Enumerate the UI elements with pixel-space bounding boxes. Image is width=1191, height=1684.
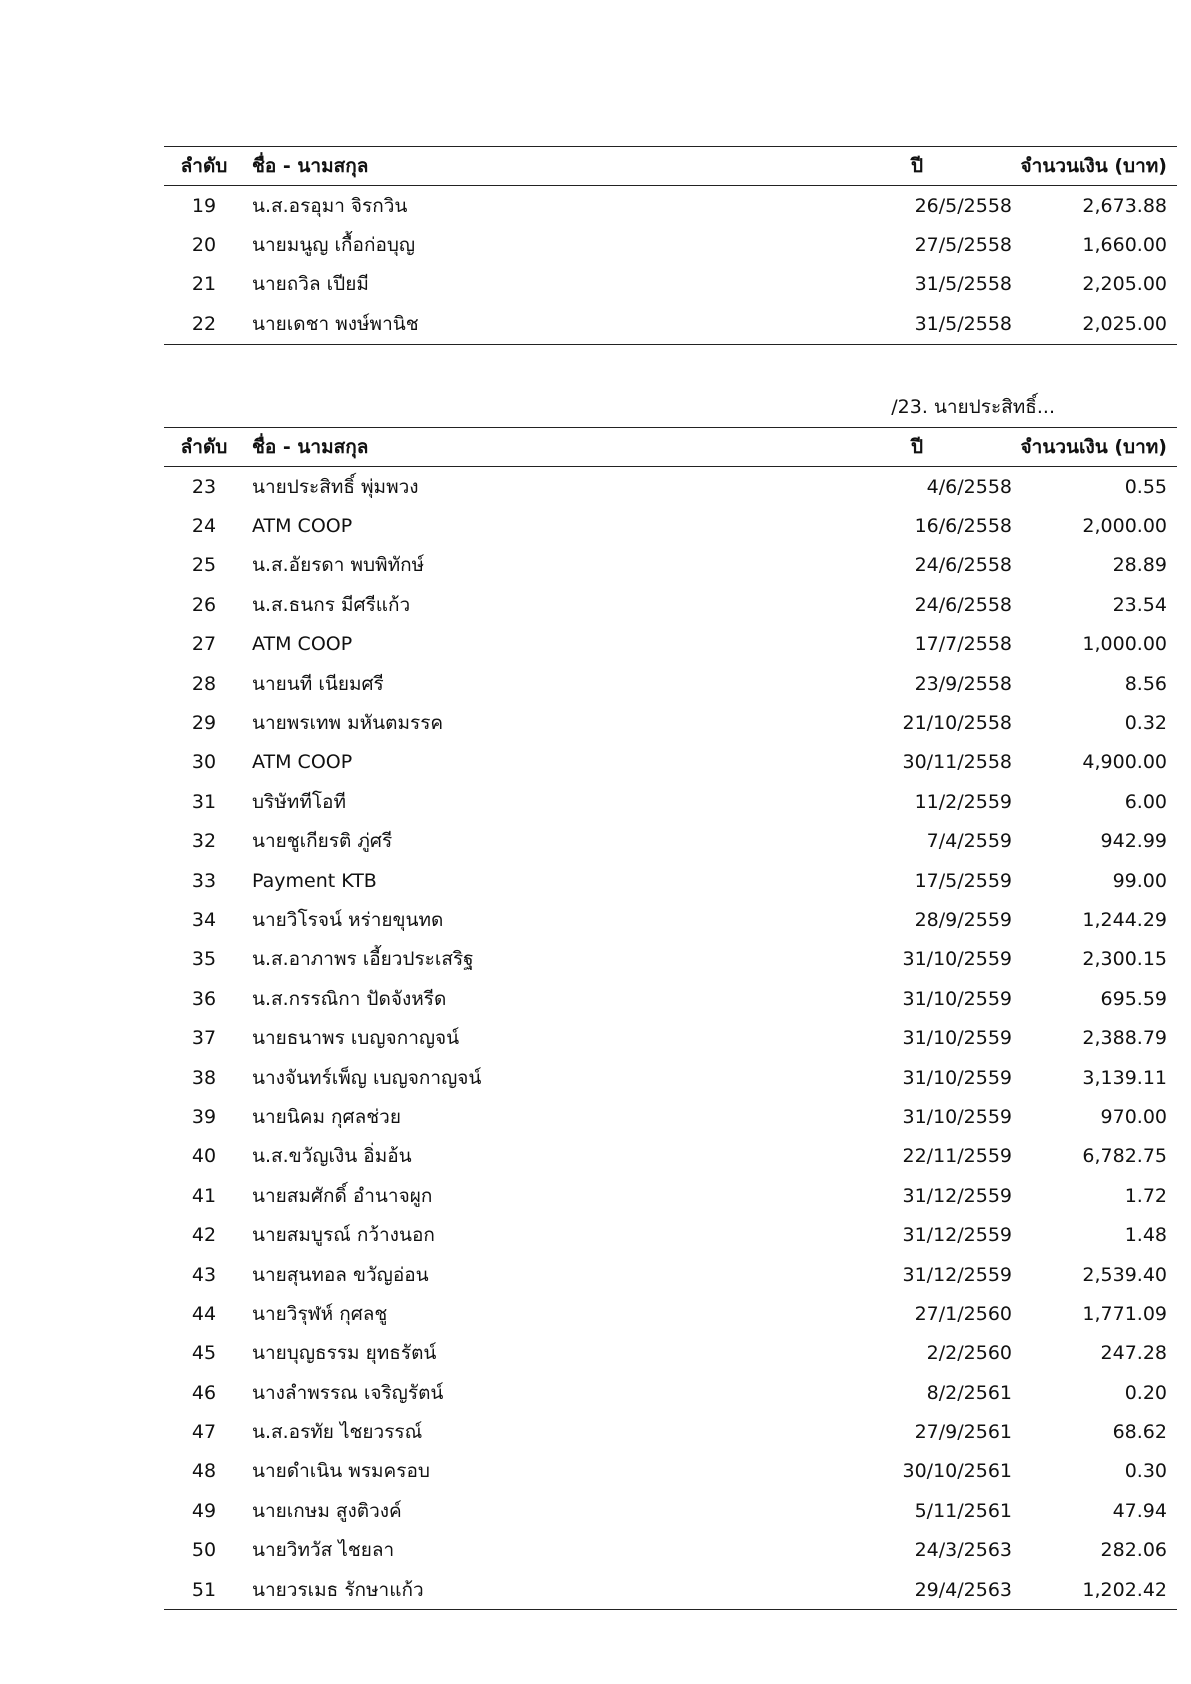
cell-amount: 1.48 [1124,1224,1167,1247]
cell-name: นางจันทร์เพ็ญ เบญจกาญจน์ [252,1066,482,1089]
cell-no: 45 [191,1342,217,1365]
table-row [164,900,1177,939]
cell-name: นายสุนทอล ขวัญอ่อน [252,1263,429,1286]
cell-year: 31/10/2559 [902,1027,1012,1050]
table-row [164,1097,1177,1136]
cell-no: 28 [191,672,217,695]
cell-no: 41 [191,1184,217,1207]
cell-name: นายวรเมธ รักษาแก้ว [244,1570,702,1610]
cell-amount: 2,025.00 [1012,304,1177,344]
cell-year: 23/9/2558 [914,672,1012,695]
cell-year: 17/5/2559 [914,869,1012,892]
cell-amount: 8.56 [1124,672,1167,695]
cell-name: นายสมบูรณ์ กว้างนอก [252,1224,435,1247]
cell-year: 27/5/2558 [914,234,1012,257]
header-year: ปี [702,428,1012,467]
cell-year: 2/2/2560 [926,1342,1012,1365]
header-amount: จำนวนเงิน (บาท) [1012,147,1177,186]
cell-year: 16/6/2558 [914,515,1012,538]
cell-amount: 6,782.75 [1082,1145,1167,1168]
cell-year: 31/10/2559 [902,1066,1012,1089]
header-no: ลำดับ [164,428,244,467]
cell-no: 31 [191,790,217,813]
records-table-2 [164,427,1177,1610]
cell-year: 5/11/2561 [914,1499,1012,1522]
cell-name: นายถวิล เปียมี [252,273,369,296]
cell-amount: 970.00 [1100,1105,1167,1128]
table-row [164,940,1177,979]
cell-year: 30/10/2561 [902,1460,1012,1483]
cell-year: 29/4/2563 [702,1570,1012,1610]
cell-amount: 6.00 [1124,790,1167,813]
cell-name: นายนที เนียมศรี [252,672,384,695]
table-row [164,782,1177,821]
cell-no: 48 [191,1460,217,1483]
cell-no: 22 [164,304,244,344]
cell-no: 30 [191,751,217,774]
cell-amount: 695.59 [1100,987,1167,1010]
continuation-note: /23. นายประสิทธิ์... [891,396,1055,418]
cell-amount: 2,388.79 [1082,1027,1167,1050]
cell-amount: 47.94 [1112,1499,1167,1522]
cell-name: นายชูเกียรติ ภู่ศรี [252,830,393,853]
header-name: ชื่อ - นามสกุล [244,428,702,467]
cell-year: 31/12/2559 [902,1184,1012,1207]
table-row [164,506,1177,545]
cell-name: น.ส.อาภาพร เอี้ยวประเสริฐ [252,948,474,971]
cell-year: 31/10/2559 [902,948,1012,971]
cell-amount: 3,139.11 [1082,1066,1167,1089]
cell-name: น.ส.อรทัย ไชยวรรณ์ [252,1421,423,1444]
cell-year: 31/10/2559 [902,1105,1012,1128]
cell-year: 31/5/2558 [702,304,1012,344]
cell-no: 43 [191,1263,217,1286]
cell-name: ATM COOP [252,633,353,656]
cell-no: 26 [191,593,217,616]
table-row [164,743,1177,782]
header-name: ชื่อ - นามสกุล [244,147,702,186]
cell-year: 24/6/2558 [914,554,1012,577]
cell-name: นายวิโรจน์ หร่ายขุนทด [252,908,444,931]
header-year: ปี [702,147,1012,186]
records-table-1 [164,146,1177,345]
cell-name: นายเดชา พงษ์พานิช [244,304,702,344]
cell-amount: 0.32 [1124,712,1167,735]
header-no: ลำดับ [164,147,244,186]
cell-amount: 0.20 [1124,1381,1167,1404]
cell-amount: 28.89 [1112,554,1167,577]
cell-no: 47 [191,1421,217,1444]
cell-no: 27 [191,633,217,656]
cell-amount: 1,771.09 [1082,1302,1167,1325]
table-row [164,265,1177,304]
cell-no: 37 [191,1027,217,1050]
table-row [164,1058,1177,1097]
table-row [164,1137,1177,1176]
table-row [164,1491,1177,1530]
cell-amount: 1,000.00 [1082,633,1167,656]
cell-no: 32 [191,830,217,853]
cell-year: 8/2/2561 [926,1381,1012,1404]
cell-year: 26/5/2558 [914,194,1012,217]
cell-no: 44 [191,1302,217,1325]
cell-no: 38 [191,1066,217,1089]
cell-name: ATM COOP [252,515,353,538]
cell-amount: 4,900.00 [1082,751,1167,774]
cell-name: นายนิคม กุศลช่วย [252,1105,401,1128]
table-header-row [164,428,1177,467]
cell-year: 31/12/2559 [902,1263,1012,1286]
cell-year: 31/12/2559 [902,1224,1012,1247]
cell-year: 4/6/2558 [926,475,1012,498]
cell-year: 24/3/2563 [914,1539,1012,1562]
cell-no: 33 [191,869,217,892]
cell-no: 51 [164,1570,244,1610]
cell-year: 31/5/2558 [914,273,1012,296]
cell-amount: 1.72 [1124,1184,1167,1207]
table-row [164,467,1177,507]
cell-no: 24 [191,515,217,538]
cell-amount: 1,244.29 [1082,908,1167,931]
table-row [164,703,1177,742]
cell-year: 22/11/2559 [902,1145,1012,1168]
cell-year: 27/1/2560 [914,1302,1012,1325]
table-row [164,304,1177,344]
table-row [164,1176,1177,1215]
cell-no: 23 [191,475,217,498]
table-row [164,979,1177,1018]
table-row [164,861,1177,900]
header-amount: จำนวนเงิน (บาท) [1012,428,1177,467]
cell-name: นายธนาพร เบญจกาญจน์ [252,1027,460,1050]
cell-amount: 942.99 [1100,830,1167,853]
cell-year: 21/10/2558 [902,712,1012,735]
cell-name: นายบุญธรรม ยุทธรัตน์ [252,1342,437,1365]
table-row [164,1215,1177,1254]
table-body-2 [164,467,1177,1610]
cell-amount: 2,000.00 [1082,515,1167,538]
cell-no: 42 [191,1224,217,1247]
table-row [164,1294,1177,1333]
cell-no: 49 [191,1499,217,1522]
cell-amount: 2,205.00 [1082,273,1167,296]
cell-year: 17/7/2558 [914,633,1012,656]
cell-name: นายวิรุฬห์ กุศลชู [252,1302,388,1325]
cell-no: 36 [191,987,217,1010]
cell-name: นางลำพรรณ เจริญรัตน์ [252,1381,444,1404]
cell-name: น.ส.ขวัญเงิน อิ่มอ้น [252,1145,412,1168]
cell-name: Payment KTB [252,869,377,892]
cell-amount: 2,300.15 [1082,948,1167,971]
cell-year: 7/4/2559 [926,830,1012,853]
cell-name: น.ส.ธนกร มีศรีแก้ว [252,593,411,616]
cell-amount: 1,660.00 [1082,234,1167,257]
table-body-1 [164,186,1177,345]
cell-no: 34 [191,908,217,931]
table-row [164,1570,1177,1610]
table-row [164,822,1177,861]
cell-no: 50 [191,1539,217,1562]
cell-name: นายสมศักดิ์ อำนาจผูก [252,1184,433,1207]
cell-amount: 282.06 [1100,1539,1167,1562]
table-row [164,1373,1177,1412]
cell-no: 19 [191,194,217,217]
cell-name: น.ส.กรรณิกา ปัดจังหรีด [252,987,447,1010]
table-row [164,664,1177,703]
table-row [164,225,1177,264]
cell-no: 20 [191,234,217,257]
table-row [164,1412,1177,1451]
cell-amount: 23.54 [1112,593,1167,616]
cell-name: นายวิทวัส ไชยลา [252,1539,395,1562]
table-row [164,186,1177,226]
table-row [164,546,1177,585]
cell-amount: 1,202.42 [1012,1570,1177,1610]
cell-amount: 2,673.88 [1082,194,1167,217]
cell-no: 46 [191,1381,217,1404]
cell-name: นายดำเนิน พรมครอบ [252,1460,430,1483]
cell-name: นายเกษม สูงติวงค์ [252,1499,402,1522]
cell-no: 29 [191,712,217,735]
cell-amount: 68.62 [1112,1421,1167,1444]
cell-no: 21 [191,273,217,296]
cell-no: 40 [191,1145,217,1168]
cell-amount: 0.30 [1124,1460,1167,1483]
table-row [164,1018,1177,1057]
cell-name: นายมนูญ เกื้อก่อบุญ [252,234,416,257]
cell-amount: 0.55 [1124,475,1167,498]
cell-year: 28/9/2559 [914,908,1012,931]
cell-amount: 247.28 [1100,1342,1167,1365]
cell-year: 27/9/2561 [914,1421,1012,1444]
cell-year: 30/11/2558 [902,751,1012,774]
table-row [164,1531,1177,1570]
cell-year: 31/10/2559 [902,987,1012,1010]
cell-name: บริษัททีโอที [252,790,346,813]
cell-no: 35 [191,948,217,971]
table-row [164,585,1177,624]
cell-name: ATM COOP [252,751,353,774]
cell-name: น.ส.อรอุมา จิรกวิน [252,194,408,217]
cell-name: นายประสิทธิ์ พุ่มพวง [252,475,419,498]
table-row [164,1255,1177,1294]
table-row [164,625,1177,664]
cell-amount: 2,539.40 [1082,1263,1167,1286]
cell-amount: 99.00 [1112,869,1167,892]
cell-year: 11/2/2559 [914,790,1012,813]
table-row [164,1452,1177,1491]
table-header-row [164,147,1177,186]
cell-name: น.ส.อัยรดา พบพิทักษ์ [252,554,425,577]
cell-no: 25 [191,554,217,577]
cell-no: 39 [191,1105,217,1128]
cell-name: นายพรเทพ มหันตมรรค [252,712,444,735]
cell-year: 24/6/2558 [914,593,1012,616]
table-row [164,1334,1177,1373]
